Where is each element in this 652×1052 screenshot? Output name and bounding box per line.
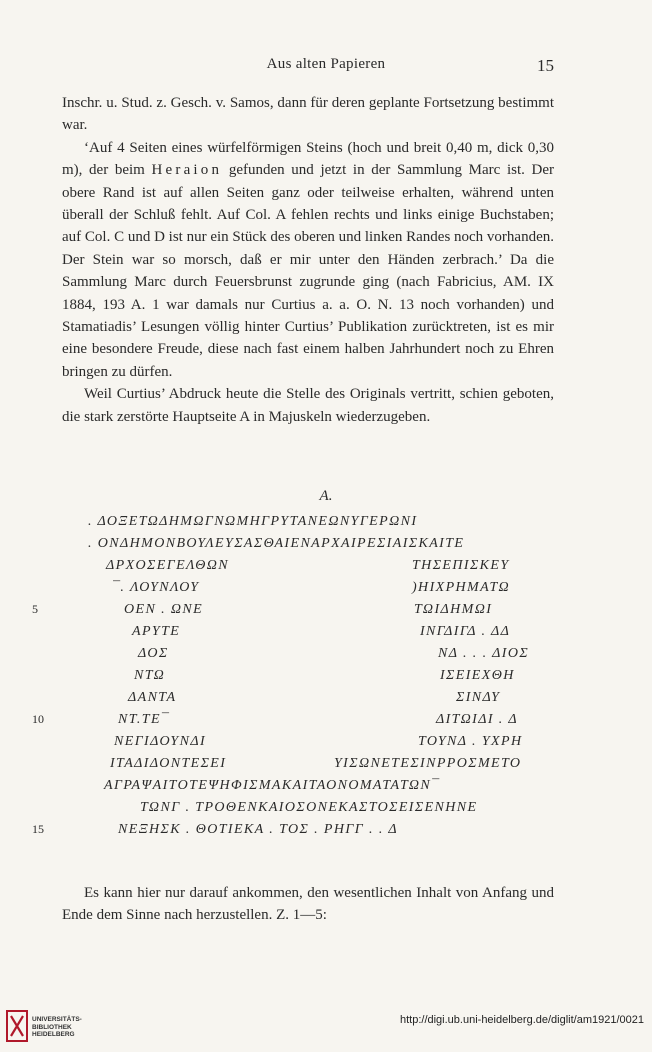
line-11-right: ΤΟΥΝΔ . ΥΧΡΗ — [418, 734, 523, 749]
line-10-left: ΝΤ.ΤΕ¯ — [118, 712, 170, 727]
closing-paragraph: Es kann hier nur darauf ankommen, den wesentlichen Inhalt von Anfang und Ende dem Sinne nach herzustellen. Z. 1—5: — [62, 885, 554, 924]
library-name-line-2: BIBLIOTHEK — [32, 1023, 72, 1031]
inscription-line-15 — [0, 820, 652, 842]
inscription-line-4 — [0, 578, 652, 600]
line-4-right: )ΗΙΧΡΗΜΑΤΩ — [412, 580, 510, 595]
inscription-line-7 — [0, 644, 652, 666]
line-number-10: 10 — [32, 712, 44, 726]
line-11-left: ΝΕΓΙΔΟΥΝΔΙ — [114, 734, 207, 749]
line-4-left: ¯. ΛΟΥΝΛΟΥ — [112, 580, 200, 595]
line-12-right: ΥΙΣΩΝΕΤΕΣΙΝΡΡΟΣΜΕΤΟ — [334, 756, 522, 771]
line-6-right: ΙΝΓΔΙΓΔ . ΔΔ — [420, 624, 511, 639]
digitization-footer — [0, 1008, 652, 1052]
heraion-spaced: Heraion — [151, 162, 223, 179]
inscription-line-1 — [0, 512, 652, 534]
inscription-line-2 — [0, 534, 652, 556]
library-name — [32, 1016, 82, 1039]
paragraph-2-part-b: gefunden und jetzt in der Sammlung Marc ist. Der obere Rand ist auf allen Seiten ganz oder teilweise erhalten, während unten überall der Schluß fehlt. Auf Col. A fehlen rechts und links einige Buchstaben; auf Col. C und D ist nur ein Stück des oberen und linken Randes noch vorhanden. Der Stein war so morsch, daß er mir unter den Händen zerbrach.’ Da die Sammlung Marc durch Feuersbrunst zugrunde ging (nach Fabricius, AM. IX 1884, 193 A. 1 war damals nur Curtius a. a. O. N. 13 noch vorhanden) und Stamatiadis’ Lesungen völlig hinter Curtius’ Publikation zurücktreten, ist es mir eine besondere Freude, diese nach fast einem halben Jahrhundert noch zu Ehren bringen zu dürfen. — [62, 162, 554, 380]
line-13-text: ΑΓΡΑΨΑΙΤΟΤΕΨΗΦΙΣΜΑΚΑΙΤΑΟΝΟΜΑΤΑΤΩΝ¯ — [104, 778, 440, 793]
line-3-left: ΔΡΧΟΣΕΓΕΛΘΩΝ — [106, 558, 230, 573]
inscription-heading: A. — [319, 488, 333, 504]
line-9-right: ΣΙΝΔΥ — [456, 690, 501, 705]
line-5-left: ΟΕΝ . ΩΝΕ — [124, 602, 204, 617]
paragraph-2 — [62, 137, 554, 383]
inscription-line-14 — [0, 798, 652, 820]
line-5-right: ΤΩΙΔΗΜΩΙ — [414, 602, 493, 617]
inscription-line-5 — [0, 600, 652, 622]
running-title: Aus alten Papieren — [266, 56, 386, 72]
paragraph-3: Weil Curtius’ Abdruck heute die Stelle des Originals vertritt, schien geboten, die stark zerstörte Hauptseite A in Majuskeln wiederzugeben. — [62, 386, 554, 425]
closing-text — [62, 882, 554, 927]
inscription-line-3 — [0, 556, 652, 578]
library-name-line-1: UNIVERSITÄTS- — [32, 1016, 82, 1023]
line-2-text: . ΟΝΔΗΜΟΝΒΟΥΛΕΥΣΑΣΘΑΙΕΝΑΡΧΑΙΡΕΣΙΑΙΣΚΑΙΤΕ — [88, 536, 465, 551]
line-9-left: ΔΑΝΤΑ — [128, 690, 177, 705]
line-1-text: . ΔΟΞΕΤΩΔΗΜΩΓΝΩΜΗΓΡΥΤΑΝΕΩΝΥΓΕΡΩΝΙ — [88, 514, 418, 529]
line-number-5: 5 — [32, 602, 38, 616]
page-number: 15 — [537, 56, 554, 75]
library-logo-icon — [6, 1010, 28, 1042]
inscription-line-11 — [0, 732, 652, 754]
inscription-line-10 — [0, 710, 652, 732]
inscription-line-8 — [0, 666, 652, 688]
inscription-line-12 — [0, 754, 652, 776]
line-12-left: ΙΤΑΔΙΔΟΝΤΕΣΕΙ — [110, 756, 227, 771]
line-10-right: ΔΙΤΩΙΔΙ . Δ — [436, 712, 518, 727]
line-7-right: ΝΔ . . . ΔΙΟΣ — [438, 646, 530, 661]
line-number-15: 15 — [32, 822, 44, 836]
line-15-text: ΝΕΞΗΣΚ . ΘΟΤΙΕΚΑ . ΤΟΣ . ΡΗΓΓ . . Δ — [118, 822, 398, 837]
paragraph-2-part-a: ‘Auf 4 Seiten eines würfelförmigen Steins (hoch und breit 0,40 m, dick 0,30 m), der beim — [62, 139, 554, 179]
line-6-left: ΑΡΥΤΕ — [132, 624, 181, 639]
body-text — [62, 92, 554, 428]
line-7-left: ΔΟΣ — [138, 646, 169, 661]
line-14-text: ΤΩΝΓ . ΤΡΟΘΕΝΚΑΙΟΣΟΝΕΚΑΣΤΟΣΕΙΣΕΝΗΝΕ — [140, 800, 478, 815]
line-3-right: ΤΗΣΕΠΙΣΚΕΥ — [412, 558, 510, 573]
inscription-line-9 — [0, 688, 652, 710]
inscription-line-6 — [0, 622, 652, 644]
logo-mark — [11, 1016, 23, 1036]
line-8-left: ΝΤΩ — [134, 668, 166, 683]
line-8-right: ΙΣΕΙΕΧΘΗ — [440, 668, 515, 683]
inscription-block — [0, 512, 652, 842]
inscription-line-13 — [0, 776, 652, 798]
library-name-line-3: HEIDELBERG — [32, 1031, 75, 1038]
running-header — [0, 56, 652, 78]
source-url-link[interactable]: http://digi.ub.uni-heidelberg.de/diglit/am1921/0021 — [399, 1014, 644, 1026]
paragraph-1: Inschr. u. Stud. z. Gesch. v. Samos, dann für deren geplante Fortsetzung bestimmt war. — [62, 95, 554, 134]
